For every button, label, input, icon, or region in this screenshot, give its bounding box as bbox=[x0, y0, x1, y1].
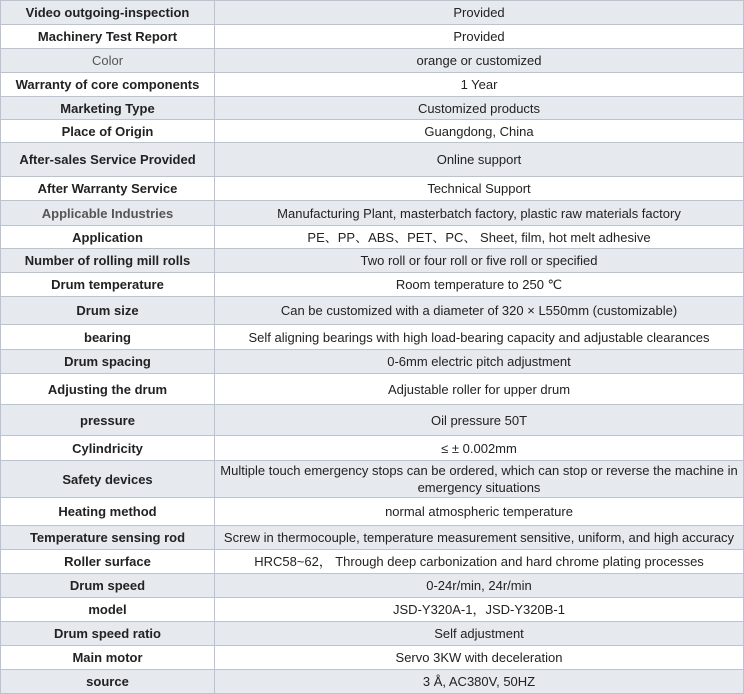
table-row bbox=[1, 226, 744, 249]
row-key: After-sales Service Provided bbox=[1, 143, 215, 177]
row-value: Room temperature to 250 ℃ bbox=[215, 273, 744, 297]
table-row bbox=[1, 143, 744, 177]
table-row bbox=[1, 498, 744, 526]
row-value: Guangdong, China bbox=[215, 120, 744, 143]
row-value: Two roll or four roll or five roll or specified bbox=[215, 249, 744, 273]
table-row bbox=[1, 405, 744, 436]
row-key: Place of Origin bbox=[1, 120, 215, 143]
table-row bbox=[1, 436, 744, 461]
table-row bbox=[1, 97, 744, 120]
table-row bbox=[1, 598, 744, 622]
table-row bbox=[1, 646, 744, 670]
row-key: bearing bbox=[1, 325, 215, 350]
table-row bbox=[1, 350, 744, 374]
table-row bbox=[1, 374, 744, 405]
row-key: Number of rolling mill rolls bbox=[1, 249, 215, 273]
row-key: source bbox=[1, 670, 215, 694]
row-key: Roller surface bbox=[1, 550, 215, 574]
row-value: Online support bbox=[215, 143, 744, 177]
table-row bbox=[1, 120, 744, 143]
row-key: Applicable Industries bbox=[1, 201, 215, 226]
table-row bbox=[1, 325, 744, 350]
table-row bbox=[1, 297, 744, 325]
row-value: Manufacturing Plant, masterbatch factory, plastic raw materials factory bbox=[215, 201, 744, 226]
row-key: Temperature sensing rod bbox=[1, 526, 215, 550]
row-value: Technical Support bbox=[215, 177, 744, 201]
table-row bbox=[1, 201, 744, 226]
row-value: Provided bbox=[215, 25, 744, 49]
table-row bbox=[1, 249, 744, 273]
row-key: Warranty of core components bbox=[1, 73, 215, 97]
row-key: pressure bbox=[1, 405, 215, 436]
table-row bbox=[1, 670, 744, 694]
table-row bbox=[1, 1, 744, 25]
row-key: Adjusting the drum bbox=[1, 374, 215, 405]
row-key: Cylindricity bbox=[1, 436, 215, 461]
table-row bbox=[1, 574, 744, 598]
table-row bbox=[1, 273, 744, 297]
row-value: Provided bbox=[215, 1, 744, 25]
row-value: 3 Å, AC380V, 50HZ bbox=[215, 670, 744, 694]
row-value: JSD-Y320A-1，JSD-Y320B-1 bbox=[215, 598, 744, 622]
table-row bbox=[1, 25, 744, 49]
row-key: Marketing Type bbox=[1, 97, 215, 120]
row-value: Adjustable roller for upper drum bbox=[215, 374, 744, 405]
row-key: Color bbox=[1, 49, 215, 73]
row-key: Drum speed ratio bbox=[1, 622, 215, 646]
row-value: ≤ ± 0.002mm bbox=[215, 436, 744, 461]
row-value: 0-6mm electric pitch adjustment bbox=[215, 350, 744, 374]
row-key: Safety devices bbox=[1, 461, 215, 498]
row-value: Servo 3KW with deceleration bbox=[215, 646, 744, 670]
table-row bbox=[1, 550, 744, 574]
row-value: 1 Year bbox=[215, 73, 744, 97]
row-value: Self aligning bearings with high load-bearing capacity and adjustable clearances bbox=[215, 325, 744, 350]
table-row bbox=[1, 461, 744, 498]
row-key: Machinery Test Report bbox=[1, 25, 215, 49]
row-value: HRC58~62， Through deep carbonization and hard chrome plating processes bbox=[215, 550, 744, 574]
table-row bbox=[1, 622, 744, 646]
row-key: Heating method bbox=[1, 498, 215, 526]
row-value: Self adjustment bbox=[215, 622, 744, 646]
row-value: normal atmospheric temperature bbox=[215, 498, 744, 526]
table-row bbox=[1, 177, 744, 201]
row-value: orange or customized bbox=[215, 49, 744, 73]
row-value: PE、PP、ABS、PET、PC、 Sheet, film, hot melt adhesive bbox=[215, 226, 744, 249]
row-value: Screw in thermocouple, temperature measurement sensitive, uniform, and high accuracy bbox=[215, 526, 744, 550]
row-value: Can be customized with a diameter of 320 × L550mm (customizable) bbox=[215, 297, 744, 325]
row-value: 0-24r/min, 24r/min bbox=[215, 574, 744, 598]
row-key: Drum spacing bbox=[1, 350, 215, 374]
row-value: Customized products bbox=[215, 97, 744, 120]
row-value: Oil pressure 50T bbox=[215, 405, 744, 436]
table-row bbox=[1, 73, 744, 97]
table-row bbox=[1, 526, 744, 550]
row-key: Application bbox=[1, 226, 215, 249]
row-key: model bbox=[1, 598, 215, 622]
row-key: Drum speed bbox=[1, 574, 215, 598]
row-key: Main motor bbox=[1, 646, 215, 670]
row-key: After Warranty Service bbox=[1, 177, 215, 201]
row-value: Multiple touch emergency stops can be ordered, which can stop or reverse the machine in emergency situations bbox=[215, 461, 744, 498]
row-key: Drum temperature bbox=[1, 273, 215, 297]
row-key: Video outgoing-inspection bbox=[1, 1, 215, 25]
row-key: Drum size bbox=[1, 297, 215, 325]
table-row bbox=[1, 49, 744, 73]
